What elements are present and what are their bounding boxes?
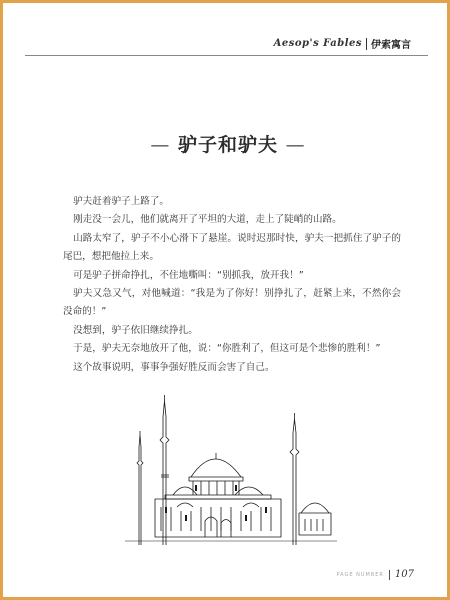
paragraph: 于是，驴夫无奈地放开了他，说：“你胜利了，但这可是个悲惨的胜利！” — [73, 343, 381, 355]
running-header — [274, 36, 411, 51]
paragraph: 可是驴子拼命挣扎，不住地嘶叫：“别抓我，放开我！” — [73, 269, 304, 281]
story-title: 驴子和驴夫 — [177, 134, 278, 156]
page-number: 107 — [394, 569, 414, 580]
page-footer — [336, 569, 414, 580]
title-dash-right: — — [285, 134, 306, 156]
story-title-block — [3, 130, 450, 157]
paragraph: 刚走没一会儿，他们就离开了平坦的大道，走上了陡峭的山路。 — [73, 214, 342, 226]
paragraph: 驴夫赶着驴子上路了。 — [73, 196, 170, 207]
mosque-sketch-icon — [125, 395, 337, 545]
paragraph: 这个故事说明，事事争强好胜反而会害了自己。 — [73, 361, 275, 373]
page-number-label: PAGE NUMBER — [336, 571, 384, 578]
header-title-cn: 伊索寓言 — [371, 40, 411, 51]
title-dash-left: — — [150, 134, 171, 156]
footer-separator — [389, 570, 390, 580]
header-rule — [25, 55, 428, 56]
header-separator — [366, 38, 367, 50]
paragraph: 驴夫又急又气，对他喊道：“我是为了你好！别挣扎了，赶紧上来，不然你会没命的！” — [63, 288, 401, 318]
paragraph: 山路太窄了，驴子不小心滑下了悬崖。说时迟那时快，驴夫一把抓住了驴子的尾巴，想把他拉上来。 — [63, 232, 401, 263]
story-body — [63, 193, 401, 377]
paragraph: 没想到，驴子依旧继续挣扎。 — [73, 324, 198, 336]
header-title-en: Aesop's Fables — [273, 38, 362, 49]
